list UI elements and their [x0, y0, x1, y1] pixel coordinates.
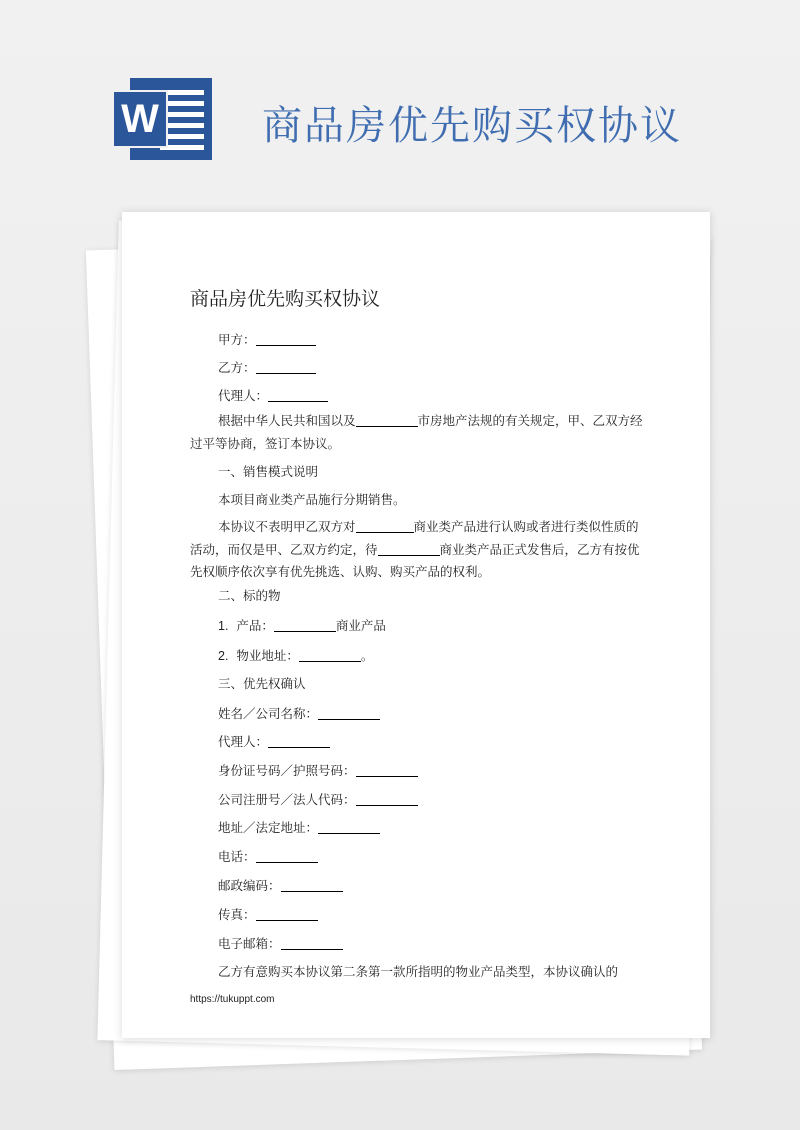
section-1-line: 本项目商业类产品施行分期销售。 — [218, 492, 406, 507]
agent-blank — [268, 389, 328, 402]
item-2-blank — [299, 649, 361, 662]
item-2-line — [218, 648, 373, 664]
intro-text-2: 市房地产法规的有关规定，甲、乙双方经过平等协商，签订本协议。 — [190, 413, 643, 451]
address-field-blank — [318, 821, 380, 834]
postcode-field-label: 邮政编码： — [218, 878, 281, 893]
id-field-blank — [356, 764, 418, 777]
email-field-label: 电子邮箱： — [218, 936, 281, 951]
postcode-field-line — [218, 878, 343, 894]
reg-field-label: 公司注册号／法人代码： — [218, 792, 356, 807]
item-1-suffix: 商业产品 — [335, 618, 386, 633]
agent-line — [218, 388, 328, 404]
section-3-title: 三、优先权确认 — [218, 676, 306, 691]
phone-field-label: 电话： — [218, 849, 256, 864]
address-field-label: 地址／法定地址： — [218, 820, 319, 835]
document-title: 商品房优先购买权协议 — [190, 288, 381, 310]
sec1-text-2: 商业类产品进行认购或者进行类似性质的活动，而仅是甲、乙双方约定，待 — [190, 519, 639, 557]
sec1-text-3: 商业类产品正式发售后，乙方有按优先权顺序依次享有优先挑选、认购、购买产品的权利。 — [190, 541, 640, 579]
footer-url: https://tukuppt.com — [190, 994, 275, 1005]
party-a-label: 甲方： — [218, 332, 256, 347]
agent-field-blank — [268, 735, 330, 748]
item-1-blank — [274, 619, 336, 632]
item-1-number: 1. — [218, 619, 229, 633]
address-field-line — [218, 820, 380, 836]
agent-field-label: 代理人： — [218, 734, 269, 749]
intro-text-1: 根据中华人民共和国以及 — [218, 413, 356, 428]
word-badge: W — [112, 90, 168, 148]
reg-field-blank — [356, 793, 418, 806]
party-b-label: 乙方： — [218, 360, 256, 375]
banner-title: 商品房优先购买权协议 — [262, 103, 682, 149]
name-field-line — [218, 706, 380, 722]
party-b-line — [218, 360, 316, 376]
item-2-suffix: 。 — [360, 648, 374, 663]
fax-field-label: 传真： — [218, 907, 256, 922]
name-field-label: 姓名／公司名称： — [218, 706, 319, 721]
agent-field-line — [218, 734, 330, 750]
id-field-line — [218, 763, 418, 779]
fax-field-blank — [256, 908, 318, 921]
item-1-label: 产品： — [236, 618, 274, 633]
email-field-line — [218, 936, 343, 952]
item-2-number: 2. — [218, 649, 229, 663]
sec1-text-1: 本协议不表明甲乙双方对 — [218, 519, 356, 534]
email-field-blank — [281, 937, 343, 950]
agent-label: 代理人： — [218, 388, 269, 403]
party-b-blank — [256, 361, 316, 374]
phone-field-line — [218, 849, 318, 865]
sec1-blank-1 — [356, 520, 414, 533]
postcode-field-blank — [281, 879, 343, 892]
section-2-title: 二、标的物 — [218, 588, 281, 603]
name-field-blank — [318, 707, 380, 720]
party-a-line — [218, 332, 316, 348]
item-1-line — [218, 618, 386, 634]
phone-field-blank — [256, 850, 318, 863]
document-page — [122, 212, 710, 1038]
fax-field-line — [218, 907, 318, 923]
intro-paragraph — [190, 410, 645, 455]
closing-paragraph-line: 乙方有意购买本协议第二条第一款所指明的物业产品类型，本协议确认的 — [218, 964, 619, 979]
reg-field-line — [218, 792, 418, 808]
party-a-blank — [256, 333, 316, 346]
intro-city-blank — [356, 414, 418, 427]
item-2-label: 物业地址： — [236, 648, 299, 663]
id-field-label: 身份证号码／护照号码： — [218, 763, 356, 778]
section-1-paragraph — [190, 516, 645, 584]
sec1-blank-2 — [378, 543, 440, 556]
section-1-title: 一、销售模式说明 — [218, 464, 319, 479]
word-logo-icon — [112, 78, 212, 160]
